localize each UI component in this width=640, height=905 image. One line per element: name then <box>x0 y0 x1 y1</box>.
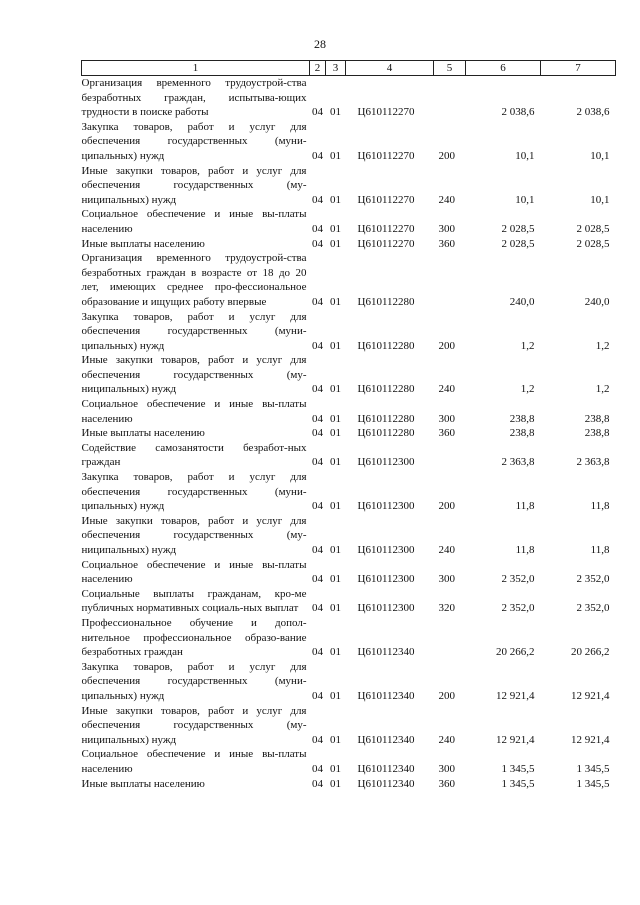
section-cell: 04 <box>312 339 323 352</box>
section-cell: 04 <box>312 149 323 162</box>
table-row <box>82 514 616 558</box>
subsection-cell: 01 <box>330 339 341 352</box>
subsection-cell: 01 <box>330 762 341 775</box>
section-cell: 04 <box>312 412 323 425</box>
amount-cell: 2 028,5 <box>501 237 535 250</box>
expense-type-cell: 320 <box>438 602 455 615</box>
subsection-cell: 01 <box>330 456 341 469</box>
table-header-row <box>82 61 616 76</box>
expense-type-cell: 200 <box>438 500 455 513</box>
target-article-cell: Ц610112300 <box>357 500 415 513</box>
target-article-cell: Ц610112270 <box>357 222 415 235</box>
amount-cell-total: 2 352,0 <box>576 573 610 586</box>
row-name-cell: Содействие самозанятости безработ-ных граждан <box>81 441 307 469</box>
row-name-cell: Социальное обеспечение и иные вы-платы населению <box>81 558 307 586</box>
amount-cell-total: 238,8 <box>584 427 610 440</box>
expense-type-cell: 200 <box>438 689 455 702</box>
expense-type-cell: 240 <box>438 383 455 396</box>
table-row <box>82 76 616 120</box>
column-header-4: 4 <box>346 61 434 76</box>
row-name-cell: Закупка товаров, работ и услуг для обеспечения государственных (муни-ципальных) нужд <box>81 310 307 352</box>
table-row <box>82 426 616 441</box>
target-article-cell: Ц610112340 <box>357 777 415 790</box>
column-header-1: 1 <box>82 61 310 76</box>
section-cell: 04 <box>312 456 323 469</box>
amount-cell: 1,2 <box>520 383 535 396</box>
row-name-cell: Закупка товаров, работ и услуг для обеспечения государственных (муни-ципальных) нужд <box>81 120 307 162</box>
amount-cell-total: 238,8 <box>584 412 610 425</box>
subsection-cell: 01 <box>330 777 341 790</box>
budget-table <box>81 60 616 791</box>
table-row <box>82 251 616 309</box>
amount-cell: 10,1 <box>515 193 535 206</box>
target-article-cell: Ц610112270 <box>357 149 415 162</box>
section-cell: 04 <box>312 646 323 659</box>
section-cell: 04 <box>312 193 323 206</box>
table-row <box>82 704 616 748</box>
target-article-cell: Ц610112340 <box>357 762 415 775</box>
subsection-cell: 01 <box>330 500 341 513</box>
amount-cell: 20 266,2 <box>496 646 535 659</box>
subsection-cell: 01 <box>330 427 341 440</box>
subsection-cell: 01 <box>330 544 341 556</box>
section-cell: 04 <box>312 689 323 702</box>
amount-cell-total: 2 038,6 <box>576 106 610 119</box>
row-name-cell: Иные закупки товаров, работ и услуг для обеспечения государственных (му-ниципальных) нужд <box>81 704 307 746</box>
target-article-cell: Ц610112300 <box>357 544 415 556</box>
table-body <box>82 76 616 792</box>
target-article-cell: Ц610112270 <box>357 193 415 206</box>
subsection-cell: 01 <box>330 573 341 586</box>
target-article-cell: Ц610112300 <box>357 573 415 586</box>
target-article-cell: Ц610112340 <box>357 689 415 702</box>
target-article-cell: Ц610112340 <box>357 646 415 659</box>
expense-type-cell: 360 <box>438 427 455 440</box>
table-row <box>82 660 616 704</box>
expense-type-cell <box>434 251 466 309</box>
column-header-6: 6 <box>466 61 541 76</box>
section-cell: 04 <box>312 777 323 790</box>
table-row <box>82 616 616 660</box>
section-cell: 04 <box>312 733 323 746</box>
amount-cell: 11,8 <box>515 544 535 556</box>
amount-cell: 10,1 <box>515 149 535 162</box>
subsection-cell: 01 <box>330 689 341 702</box>
amount-cell-total: 1,2 <box>595 383 610 396</box>
row-name-cell: Иные закупки товаров, работ и услуг для обеспечения государственных (му-ниципальных) нужд <box>81 164 307 206</box>
subsection-cell: 01 <box>330 733 341 746</box>
expense-type-cell: 300 <box>438 412 455 425</box>
table-row <box>82 164 616 208</box>
amount-cell: 11,8 <box>515 500 535 513</box>
row-name-cell: Иные выплаты населению <box>81 777 205 790</box>
amount-cell-total: 12 921,4 <box>571 689 610 702</box>
amount-cell: 1 345,5 <box>501 777 535 790</box>
expense-type-cell: 360 <box>438 237 455 250</box>
amount-cell: 2 363,8 <box>501 456 535 469</box>
section-cell: 04 <box>312 383 323 396</box>
table-row <box>82 470 616 514</box>
subsection-cell: 01 <box>330 106 341 119</box>
amount-cell: 2 028,5 <box>501 222 535 235</box>
amount-cell: 240,0 <box>509 295 535 308</box>
target-article-cell: Ц610112300 <box>357 456 415 469</box>
section-cell: 04 <box>312 602 323 615</box>
row-name-cell: Иные выплаты населению <box>81 237 205 250</box>
section-cell: 04 <box>312 500 323 513</box>
target-article-cell: Ц610112270 <box>357 106 415 119</box>
amount-cell: 12 921,4 <box>496 689 535 702</box>
expense-type-cell: 200 <box>438 339 455 352</box>
column-header-3: 3 <box>326 61 346 76</box>
subsection-cell: 01 <box>330 222 341 235</box>
amount-cell-total: 11,8 <box>590 544 610 556</box>
row-name-cell: Социальное обеспечение и иные вы-платы населению <box>81 398 307 425</box>
table-row <box>82 441 616 470</box>
section-cell: 04 <box>312 295 323 308</box>
row-name-cell: Закупка товаров, работ и услуг для обеспечения государственных (муни-ципальных) нужд <box>81 471 307 513</box>
table-row <box>82 353 616 397</box>
target-article-cell: Ц610112280 <box>357 339 415 352</box>
row-name-cell: Организация временного трудоустрой-ства безработных граждан в возрасте от 18 до 20 лет, имеющих среднее про-фессиональное образование и ищущих работу впервые <box>81 252 307 308</box>
amount-cell-total: 20 266,2 <box>571 646 610 659</box>
expense-type-cell: 240 <box>438 193 455 206</box>
table-row <box>82 120 616 164</box>
target-article-cell: Ц610112300 <box>357 602 415 615</box>
table-row <box>82 777 616 792</box>
target-article-cell: Ц610112270 <box>357 237 415 250</box>
column-header-5: 5 <box>434 61 466 76</box>
expense-type-cell <box>434 616 466 660</box>
amount-cell: 1 345,5 <box>501 762 535 775</box>
amount-cell-total: 10,1 <box>590 149 610 162</box>
table-row <box>82 587 616 616</box>
row-name-cell: Закупка товаров, работ и услуг для обеспечения государственных (муни-ципальных) нужд <box>81 660 307 702</box>
column-header-7: 7 <box>541 61 616 76</box>
amount-cell: 2 352,0 <box>501 573 535 586</box>
subsection-cell: 01 <box>330 383 341 396</box>
table-row <box>82 207 616 236</box>
subsection-cell: 01 <box>330 602 341 615</box>
subsection-cell: 01 <box>330 646 341 659</box>
row-name-cell: Социальное обеспечение и иные вы-платы населению <box>81 748 307 775</box>
subsection-cell: 01 <box>330 237 341 250</box>
expense-type-cell: 300 <box>438 762 455 775</box>
target-article-cell: Ц610112340 <box>357 733 415 746</box>
amount-cell: 12 921,4 <box>496 733 535 746</box>
table-row <box>82 558 616 587</box>
section-cell: 04 <box>312 544 323 556</box>
section-cell: 04 <box>312 573 323 586</box>
section-cell: 04 <box>312 237 323 250</box>
amount-cell-total: 1,2 <box>595 339 610 352</box>
row-name-cell: Социальное обеспечение и иные вы-платы населению <box>81 208 307 235</box>
table-row <box>82 310 616 354</box>
amount-cell: 2 352,0 <box>501 602 535 615</box>
row-name-cell: Социальные выплаты гражданам, кро-ме публичных нормативных социаль-ных выплат <box>81 587 307 615</box>
row-name-cell: Иные закупки товаров, работ и услуг для обеспечения государственных (му-ниципальных) нужд <box>81 354 307 396</box>
amount-cell: 238,8 <box>509 412 535 425</box>
expense-type-cell <box>434 441 466 470</box>
expense-type-cell: 360 <box>438 777 455 790</box>
expense-type-cell: 300 <box>438 222 455 235</box>
section-cell: 04 <box>312 762 323 775</box>
target-article-cell: Ц610112280 <box>357 412 415 425</box>
amount-cell-total: 2 363,8 <box>576 456 610 469</box>
table-row <box>82 747 616 776</box>
section-cell: 04 <box>312 427 323 440</box>
target-article-cell: Ц610112280 <box>357 427 415 440</box>
subsection-cell: 01 <box>330 149 341 162</box>
amount-cell: 2 038,6 <box>501 106 535 119</box>
amount-cell: 238,8 <box>509 427 535 440</box>
amount-cell-total: 2 028,5 <box>576 237 610 250</box>
expense-type-cell: 200 <box>438 149 455 162</box>
page-number: 28 <box>314 37 326 51</box>
amount-cell-total: 240,0 <box>584 295 610 308</box>
row-name-cell: Иные закупки товаров, работ и услуг для обеспечения государственных (му-ниципальных) нужд <box>81 514 307 556</box>
expense-type-cell: 300 <box>438 573 455 586</box>
amount-cell-total: 12 921,4 <box>571 733 610 746</box>
amount-cell-total: 1 345,5 <box>576 777 610 790</box>
expense-type-cell: 240 <box>438 733 455 746</box>
target-article-cell: Ц610112280 <box>357 383 415 396</box>
subsection-cell: 01 <box>330 193 341 206</box>
amount-cell: 1,2 <box>520 339 535 352</box>
amount-cell-total: 1 345,5 <box>576 762 610 775</box>
amount-cell-total: 2 352,0 <box>576 602 610 615</box>
table-row <box>82 397 616 426</box>
table-row <box>82 237 616 252</box>
amount-cell-total: 2 028,5 <box>576 222 610 235</box>
row-name-cell: Организация временного трудоустрой-ства безработных граждан, испытыва-ющих трудности в поиске работы <box>81 77 307 119</box>
expense-type-cell <box>434 76 466 120</box>
row-name-cell: Иные выплаты населению <box>81 427 205 440</box>
row-name-cell: Профессиональное обучение и допол-нительное профессиональное образо-вание безработных граждан <box>81 616 307 659</box>
subsection-cell: 01 <box>330 412 341 425</box>
expense-type-cell: 240 <box>438 544 455 556</box>
section-cell: 04 <box>312 222 323 235</box>
subsection-cell: 01 <box>330 295 341 308</box>
amount-cell-total: 10,1 <box>590 193 610 206</box>
amount-cell-total: 11,8 <box>590 500 610 513</box>
section-cell: 04 <box>312 106 323 119</box>
target-article-cell: Ц610112280 <box>357 295 415 308</box>
column-header-2: 2 <box>310 61 326 76</box>
